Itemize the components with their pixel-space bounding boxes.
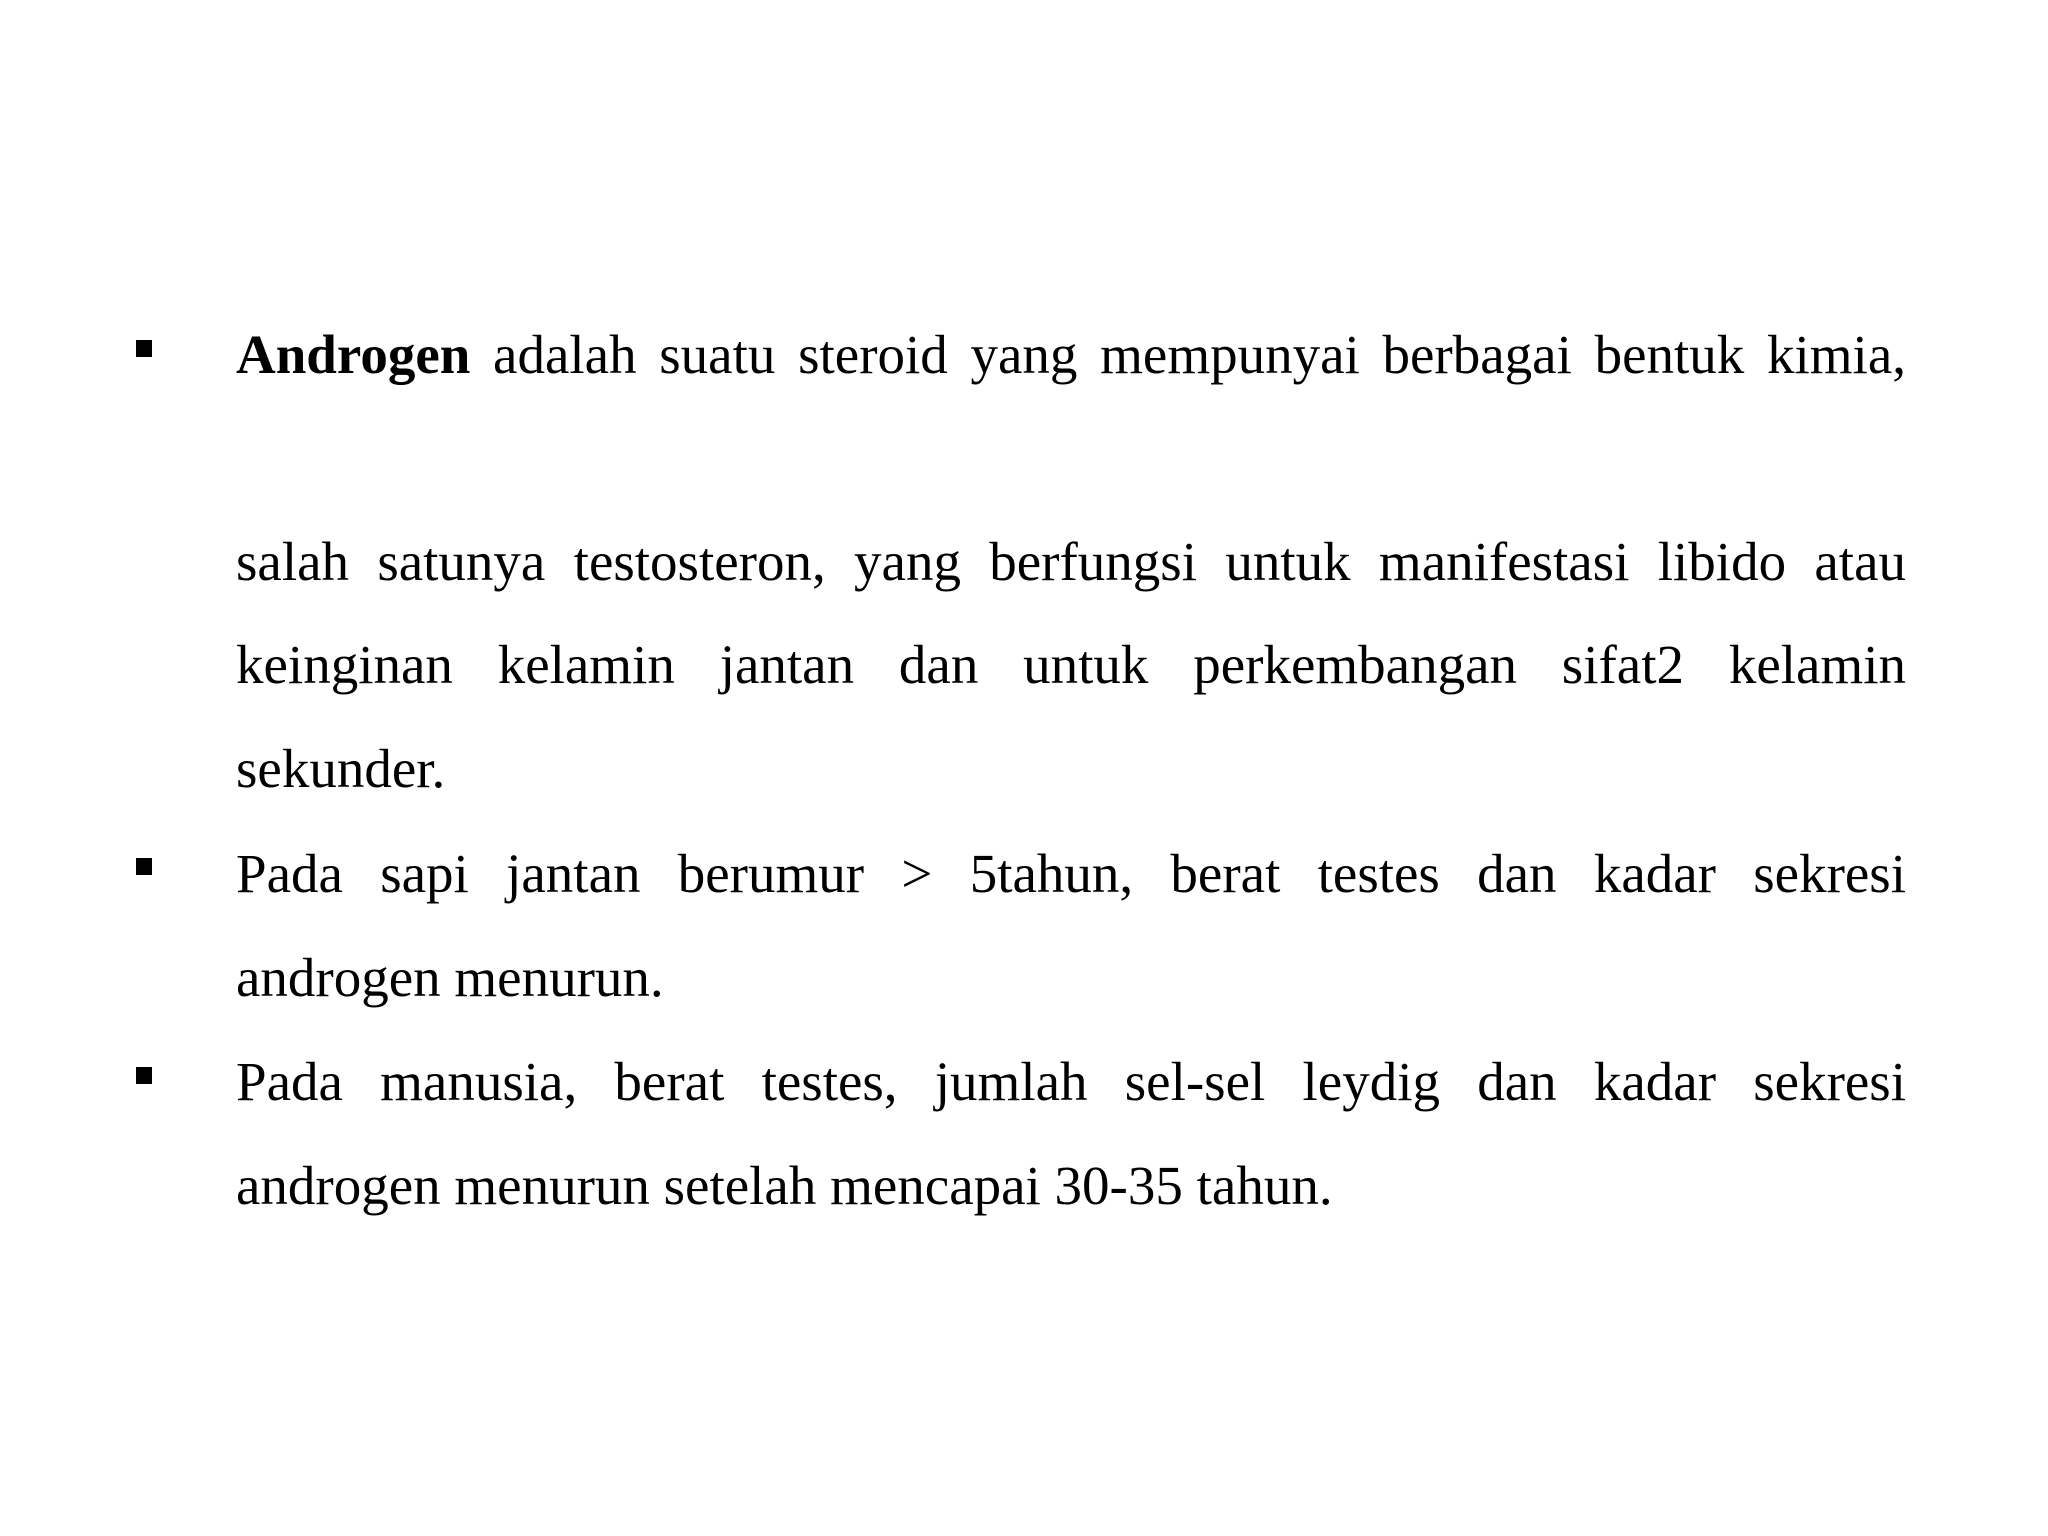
bullet-3-line-2: androgen menurun setelah mencapai 30-35 tahun. bbox=[236, 1155, 1333, 1216]
bullet-1-line-3: keinginan kelamin jantan dan untuk perkembangan sifat2 kelamin bbox=[236, 634, 1906, 695]
bullet-2-line-2: androgen menurun. bbox=[236, 947, 664, 1008]
bullet-1-line-2: salah satunya testosteron, yang berfungsi untuk manifestasi libido atau bbox=[236, 531, 1906, 592]
bullet-3-line-1: Pada manusia, berat testes, jumlah sel-sel leydig dan kadar sekresi bbox=[236, 1051, 1906, 1112]
bullet-1-line-4: sekunder. bbox=[236, 738, 446, 799]
term-androgen: Androgen bbox=[236, 324, 471, 385]
bullet-1-line-1 bbox=[236, 323, 1906, 387]
bullet-marker-3 bbox=[136, 1067, 152, 1084]
bullet-2-line-1: Pada sapi jantan berumur > 5tahun, berat testes dan kadar sekresi bbox=[236, 843, 1906, 904]
bullet-marker-2 bbox=[136, 858, 152, 875]
bullet-1-line-1-text: adalah suatu steroid yang mempunyai berbagai bentuk kimia, bbox=[470, 324, 1906, 385]
bullet-marker-1 bbox=[136, 340, 152, 357]
